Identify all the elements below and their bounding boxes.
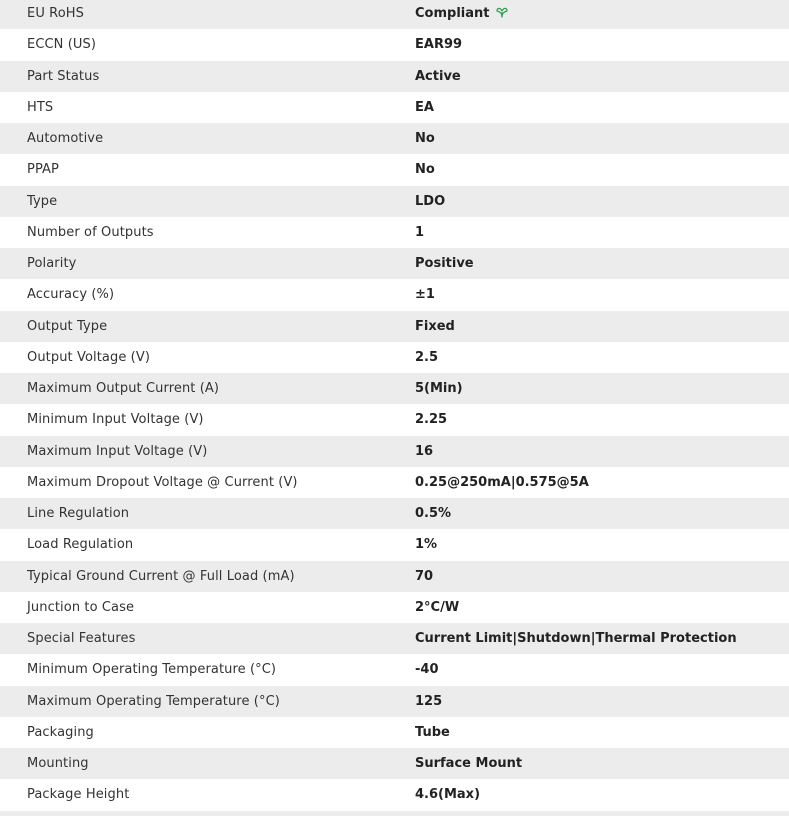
spec-row-max-dropout-voltage <box>0 467 789 498</box>
spec-value: Current Limit|Shutdown|Thermal Protection <box>415 631 737 647</box>
spec-row-number-of-outputs <box>0 217 789 248</box>
spec-row-package-height <box>0 779 789 810</box>
spec-label <box>0 811 415 816</box>
spec-label: Mounting <box>27 756 89 772</box>
spec-value: 2°C/W <box>415 599 460 615</box>
spec-value-cell <box>415 0 789 29</box>
spec-value: EAR99 <box>415 37 463 53</box>
spec-row-max-input-voltage <box>0 436 789 467</box>
spec-value: 2.25 <box>415 412 448 428</box>
spec-label: Maximum Output Current (A) <box>27 381 220 397</box>
spec-row-junction-to-case <box>0 592 789 623</box>
spec-row-polarity <box>0 248 789 279</box>
spec-value: 1% <box>415 537 438 553</box>
spec-value: 5(Min) <box>415 381 463 397</box>
spec-value: 1 <box>415 224 425 240</box>
spec-value <box>415 811 789 816</box>
spec-label: Maximum Operating Temperature (°C) <box>27 693 280 709</box>
spec-row-accuracy <box>0 279 789 310</box>
spec-value: 4.6(Max) <box>415 787 481 803</box>
spec-label: Minimum Operating Temperature (°C) <box>27 662 277 678</box>
spec-row-special-features <box>0 623 789 654</box>
spec-label: Package Height <box>27 787 130 803</box>
spec-value: No <box>415 131 435 147</box>
spec-value: 0.25@250mA|0.575@5A <box>415 474 589 490</box>
spec-label: Accuracy (%) <box>27 287 115 303</box>
spec-row-eu-rohs <box>0 0 789 29</box>
spec-row-load-regulation <box>0 529 789 560</box>
spec-value: Tube <box>415 724 450 740</box>
spec-value: Compliant <box>415 6 490 22</box>
spec-label: Load Regulation <box>27 537 134 553</box>
spec-row-automotive <box>0 123 789 154</box>
spec-row-ground-current <box>0 561 789 592</box>
spec-value: 0.5% <box>415 506 452 522</box>
spec-label: PPAP <box>27 162 59 178</box>
spec-row-max-operating-temp <box>0 686 789 717</box>
spec-row-part-status <box>0 61 789 92</box>
spec-row-min-input-voltage <box>0 404 789 435</box>
spec-label: EU RoHS <box>27 6 84 22</box>
spec-value: ±1 <box>415 287 435 303</box>
spec-value: Active <box>415 68 461 84</box>
spec-row-type <box>0 186 789 217</box>
spec-label: Maximum Dropout Voltage @ Current (V) <box>27 474 298 490</box>
spec-label: Number of Outputs <box>27 224 154 240</box>
spec-label: Packaging <box>27 724 94 740</box>
spec-value: LDO <box>415 193 446 209</box>
spec-value: Positive <box>415 256 474 272</box>
spec-value: No <box>415 162 435 178</box>
spec-value: 125 <box>415 693 443 709</box>
spec-value: EA <box>415 99 434 115</box>
spec-row-mounting <box>0 748 789 779</box>
spec-row-ppap <box>0 154 789 185</box>
spec-row-line-regulation <box>0 498 789 529</box>
spec-row-max-output-current <box>0 373 789 404</box>
spec-label: Line Regulation <box>27 506 130 522</box>
spec-value: 16 <box>415 443 434 459</box>
spec-label: HTS <box>27 99 54 115</box>
spec-row-min-operating-temp <box>0 654 789 685</box>
spec-row-eccn <box>0 29 789 60</box>
spec-value: Fixed <box>415 318 455 334</box>
spec-label: Type <box>27 193 58 209</box>
spec-label: Typical Ground Current @ Full Load (mA) <box>27 568 295 584</box>
spec-value: Surface Mount <box>415 756 523 772</box>
spec-label: ECCN (US) <box>27 37 97 53</box>
leaf-icon <box>495 6 509 18</box>
spec-row-output-type <box>0 311 789 342</box>
spec-label: Part Status <box>27 68 100 84</box>
spec-row-hts <box>0 92 789 123</box>
spec-label: Output Type <box>27 318 108 334</box>
spec-label: Polarity <box>27 256 77 272</box>
spec-row-partial <box>0 811 789 816</box>
spec-value: 70 <box>415 568 434 584</box>
spec-label: Minimum Input Voltage (V) <box>27 412 204 428</box>
spec-row-packaging <box>0 717 789 748</box>
spec-label: Junction to Case <box>27 599 135 615</box>
spec-label: Output Voltage (V) <box>27 349 151 365</box>
spec-value: -40 <box>415 662 439 678</box>
spec-row-output-voltage <box>0 342 789 373</box>
spec-label: Special Features <box>27 631 136 647</box>
spec-label: Maximum Input Voltage (V) <box>27 443 208 459</box>
spec-label: Automotive <box>27 131 104 147</box>
spec-value: 2.5 <box>415 349 439 365</box>
